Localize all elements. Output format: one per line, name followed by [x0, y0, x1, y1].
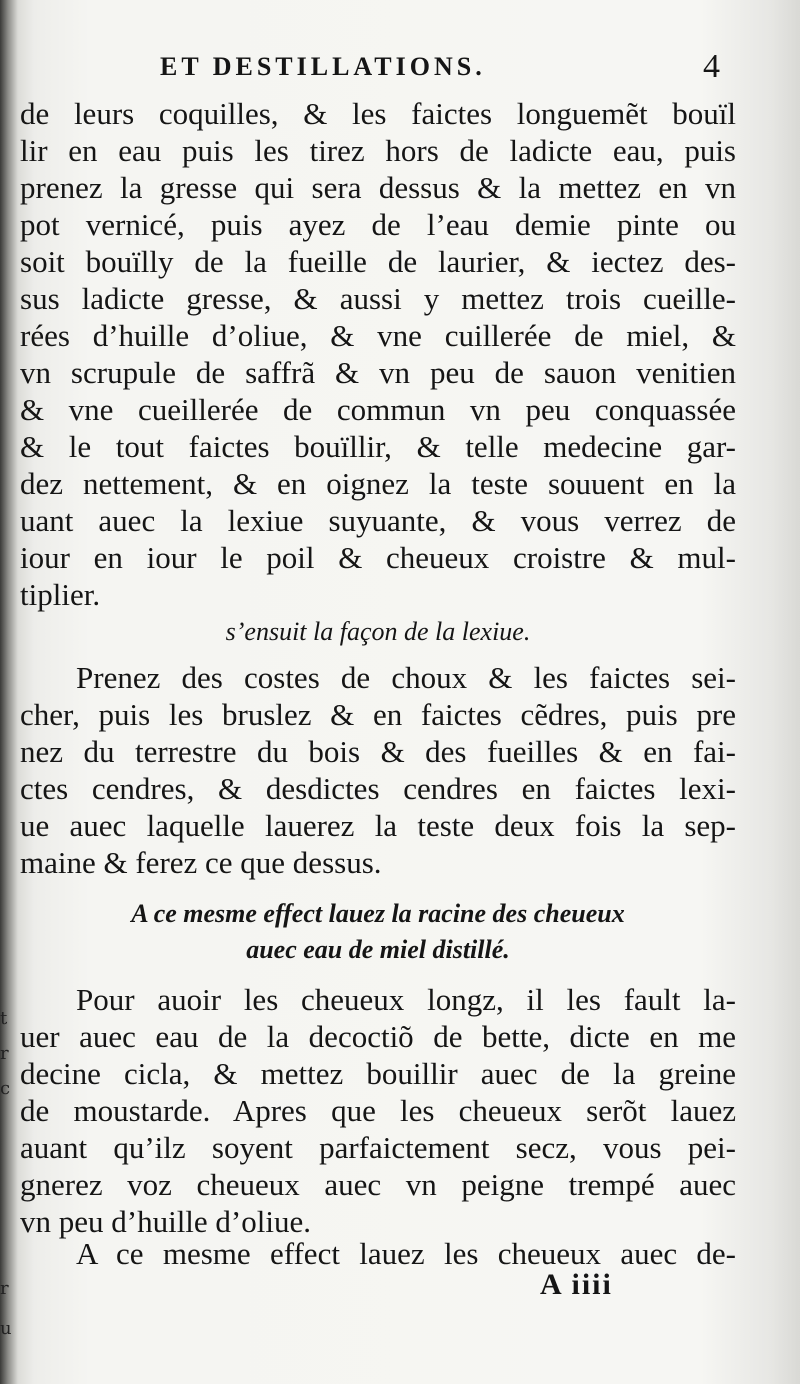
text-line: sus ladicte gresse, & aussi y mettez trois cueille-	[20, 281, 736, 316]
section-heading: A ce mesme effect lauez la racine des cheueux	[131, 899, 625, 928]
text-line: A ce mesme effect lauez les cheueux auec de-	[76, 1236, 736, 1271]
text-line: cher, puis les bruslez & en faictes cẽdres, puis pre	[20, 697, 736, 732]
gutter-fragment: r	[0, 1278, 9, 1299]
section-heading: auec eau de miel distillé.	[246, 935, 510, 964]
text-line: vn peu d’huille d’oliue.	[20, 1204, 311, 1239]
gutter-fragment: t	[0, 1008, 8, 1029]
text-line: soit bouïlly de la fueille de laurier, & iectez des-	[20, 244, 736, 279]
text-line: rées d’huille d’oliue, & vne cuillerée de miel, &	[20, 318, 736, 353]
text-line: Prenez des costes de choux & les faictes sei-	[76, 660, 736, 695]
section-heading: s’ensuit la façon de la lexiue.	[225, 617, 531, 646]
text-line: & vne cueillerée de commun vn peu conquassée	[20, 392, 736, 427]
text-line: vn scrupule de saffrã & vn peu de sauon venitien	[20, 355, 736, 390]
signature-mark: A iiii	[540, 1268, 613, 1301]
text-line: de moustarde. Apres que les cheueux serõt lauez	[20, 1093, 736, 1128]
text-line: ctes cendres, & desdictes cendres en faictes lexi-	[20, 771, 736, 806]
text-line: pot vernicé, puis ayez de l’eau demie pinte ou	[20, 207, 736, 242]
text-line: prenez la gresse qui sera dessus & la mettez en vn	[20, 170, 736, 205]
text-line: lir en eau puis les tirez hors de ladicte eau, puis	[20, 133, 736, 168]
text-line: uer auec eau de la decoctiõ de bette, dicte en me	[20, 1019, 736, 1054]
text-line: de leurs coquilles, & les faictes longuemẽt bouïl	[20, 96, 736, 131]
text-line: tiplier.	[20, 577, 101, 612]
text-line: Pour auoir les cheueux longz, il les fault la-	[76, 982, 736, 1017]
gutter-fragment: c	[0, 1078, 11, 1099]
page-number: 4	[703, 48, 720, 85]
text-line: nez du terrestre du bois & des fueilles & en fai-	[20, 734, 736, 769]
text-line: dez nettement, & en oignez la teste souuent en la	[20, 466, 736, 501]
page-header	[160, 48, 720, 92]
text-line: uant auec la lexiue suyuante, & vous verrez de	[20, 503, 736, 538]
text-line: auant qu’ilz soyent parfaictement secz, vous pei-	[20, 1130, 736, 1165]
text-line: & le tout faictes bouïllir, & telle medecine gar-	[20, 429, 736, 464]
text-line: gnerez voz cheueux auec vn peigne trempé auec	[20, 1167, 736, 1202]
text-line: maine & ferez ce que dessus.	[20, 845, 382, 880]
running-head: ET DESTILLATIONS.	[160, 52, 486, 81]
gutter-fragment: r	[0, 1043, 9, 1064]
text-line: decine cicla, & mettez bouillir auec de la greine	[20, 1056, 736, 1091]
gutter-fragment: u	[0, 1318, 12, 1339]
text-line: ue auec laquelle lauerez la teste deux fois la sep-	[20, 808, 736, 843]
text-line: iour en iour le poil & cheueux croistre & mul-	[20, 540, 736, 575]
